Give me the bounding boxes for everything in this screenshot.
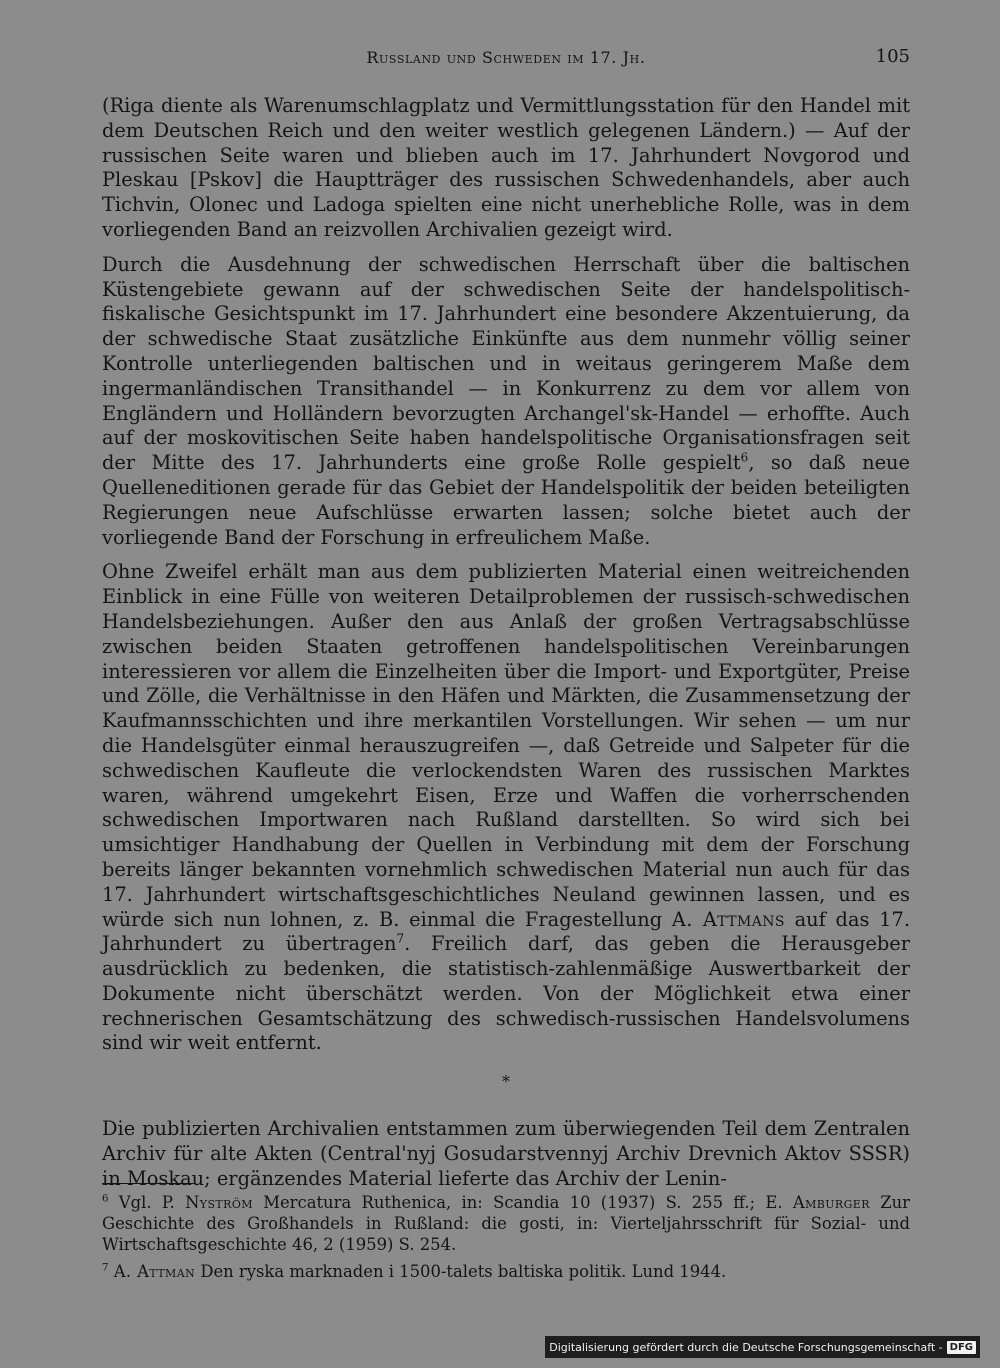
footnotes	[102, 1192, 910, 1288]
author-name: A. Attman	[113, 1262, 196, 1281]
footnote-ref-6[interactable]: 6	[740, 450, 749, 465]
footnote-text: Zur Geschichte des Großhandels in Rußland: die gosti, in: Vierteljahrsschrift für Sozial- und Wirtschaftsgeschichte 46, 2 (1959) S. 254.	[102, 1193, 910, 1254]
paragraph-3-text-a: Ohne Zweifel erhält man aus dem publizierten Material einen weitreichenden Einblick in eine Fülle von weiteren Detailproblemen der russisch-schwedischen Handelsbeziehungen. Außer den aus Anlaß der großen Vertragsabschlüsse zwischen beiden Staaten getroffenen handelspolitischen Vereinbarungen interessieren vor allem die Einzelheiten über die Import- und Exportgüter, Preise und Zölle, die Verhältnisse in den Häfen und Märkten, die Zusammensetzung der Kaufmannsschichten und ihre merkantilen Vorstellungen. Wir sehen — um nur die Handelsgüter einmal herauszugreifen —, daß Getreide und Salpeter für die schwedischen Kaufleute die verlockendsten Waren des russischen Marktes waren, während umgekehrt Eisen, Erze und Waffen die vorherrschenden schwedischen Importwaren nach Rußland darstellten. So wird sich bei umsichtiger Handhabung der Quellen in Verbindung mit dem der Forschung bereits länger bekannten vornehmlich schwedischen Material nun auch für das 17. Jahrhundert wirtschaftsgeschichtliches Neuland gewinnen lassen, und es würde sich nun lohnen, z. B. einmal die Fragestellung	[102, 560, 910, 931]
page-header	[102, 44, 910, 74]
footnote-text: Vgl. P.	[118, 1193, 175, 1212]
section-break-asterisk: *	[502, 1072, 510, 1092]
footnote-separator	[102, 1183, 194, 1184]
paragraph-3-text-b: auf das 17. Jahrhundert zu übertragen	[102, 907, 910, 956]
paragraph-1: (Riga diente als Warenumschlagplatz und Vermittlungsstation für den Handel mit dem Deutschen Reich und den weiter westlich gelegenen Ländern.) — Auf der russischen Seite waren und blieben auch im 17. Jahrhundert Novgorod und Pleskau [Pskov] die Hauptträger des russischen Schwedenhandels, aber auch Tichvin, Olonec und Ladoga spielten eine nicht unerhebliche Rolle, was in dem vorliegenden Band an reizvollen Archivalien gezeigt wird.	[102, 94, 910, 241]
paragraph-3	[102, 560, 910, 1056]
author-name: Nyström	[185, 1193, 253, 1212]
main-text	[102, 94, 910, 1201]
footnote-number: 7	[102, 1262, 109, 1274]
dfg-logo-icon: DFG	[947, 1341, 976, 1354]
footer-text: Digitalisierung gefördert durch die Deutsche Forschungsgemeinschaft -	[549, 1340, 943, 1354]
paragraph-3-text-c: . Freilich darf, das geben die Herausgeber ausdrücklich zu bedenken, die statistisch-zahlenmäßige Auswertbarkeit der Dokumente nicht überschätzt werden. Von der Möglichkeit etwa einer rechnerischen Gesamtschätzung des schwedisch-russischen Handelsvolumens sind wir weit entfernt.	[102, 932, 910, 1055]
footnote-text: Mercatura Ruthenica, in: Scandia 10 (1937) S. 255 ff.; E.	[263, 1193, 783, 1212]
footnote-6	[102, 1192, 910, 1255]
author-name-attman: A. Attmans	[671, 907, 785, 931]
paragraph-2-text-b: , so daß neue Quelleneditionen gerade für das Gebiet der Handelspolitik der beiden beteiligten Regierungen neue Aufschlüsse erwarten lassen; solche bietet auch der vorliegende Band der Forschung in erfreulichem Maße.	[102, 451, 911, 549]
page-number: 105	[875, 46, 910, 67]
author-name: Amburger	[792, 1193, 870, 1212]
paragraph-2	[102, 253, 910, 551]
digitization-footer	[545, 1336, 980, 1358]
paragraph-2-text-a: Durch die Ausdehnung der schwedischen Herrschaft über die baltischen Küstengebiete gewann auf der schwedischen Seite der handelspolitisch-fiskalische Gesichtspunkt im 17. Jahrhundert eine besondere Akzentuierung, da der schwedische Staat zusätzliche Einkünfte aus dem nunmehr völlig seiner Kontrolle unterliegenden baltischen und in weitaus geringerem Maße dem ingermanländischen Transithandel — in Konkurrenz zu dem vor allem von Engländern und Holländern bevorzugten Archangel'sk-Handel — erhoffte. Auch auf der moskovitischen Seite haben handelspolitische Organisationsfragen seit der Mitte des 17. Jahrhunderts eine große Rolle gespielt	[102, 252, 910, 475]
footnote-text: Den ryska marknaden i 1500-talets baltiska politik. Lund 1944.	[200, 1262, 727, 1281]
footnote-7	[102, 1261, 910, 1282]
footnote-ref-7[interactable]: 7	[396, 931, 405, 946]
paragraph-4: Die publizierten Archivalien entstammen zum überwiegenden Teil dem Zentralen Archiv für alte Akten (Central'nyj Gosudarstvennyj Archiv Drevnich Aktov SSSR) in Moskau; ergänzendes Material lieferte das Archiv der Lenin-	[102, 1117, 910, 1190]
footnote-number: 6	[102, 1193, 109, 1205]
running-title: Russland und Schweden im 17. Jh.	[366, 48, 646, 67]
